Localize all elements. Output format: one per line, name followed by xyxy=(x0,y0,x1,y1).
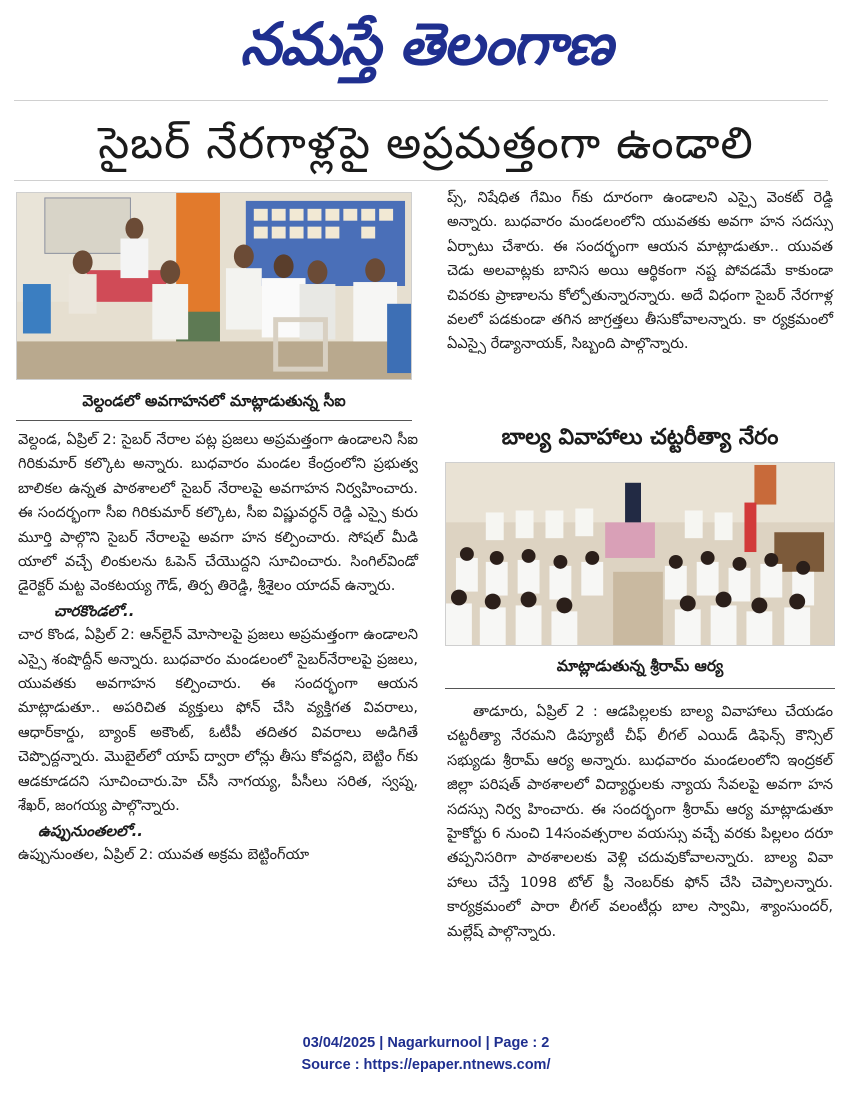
footer-dateline: 03/04/2025 | Nagarkurnool | Page : 2 xyxy=(302,1035,550,1051)
article2-paragraph: తాడూరు, ఏప్రిల్ 2 : ఆడపిల్లలకు బాల్య వివాహాలు చేయడం చట్టరీత్యా నేరమని డిప్యూటీ చీఫ్ లీగల్ ఎయిడ్ డిఫెన్స్ కౌన్సిల్ సభ్యుడు శ్రీరామ్ ఆర్య అన్నారు. బుధవారం మండలంలోని ఇంద్రకల్ జిల్లా పరిషత్ పాఠశాలలో విద్యార్థులకు న్యాయ సేవలపై అవగా హన సదస్సు నిర్వ హించారు. ఈ సందర్భంగా శ్రీరామ్ ఆర్య మాట్లాడుతూ హైకోర్టు 6 నుంచి 14సంవత్సరాల వయస్సు వచ్చే వరకు పిల్లలం దరూ తప్పనిసరిగా పాఠశాలలకు వెళ్లి చదువుకోవాలన్నారు. బాల్య వివా హాలు చేస్తే 1098 టోల్ ఫ్రీ నెంబర్‌కు ఫోన్ చేసి చెప్పాలన్నారు. కార్యక్రమంలో పారా లీగల్ వలంటీర్లు బాల స్వామి, శ్యాంసుందర్, మల్లేష్ పాల్గొన్నారు. xyxy=(447,703,833,940)
article2-body xyxy=(447,700,833,1010)
article1-photo-caption: వెల్దండలో అవగాహనలో మాట్లాడుతున్న సీఐ xyxy=(82,392,346,410)
article1-paragraph-charakonda: చార కొండ, ఏప్రిల్ 2: ఆన్‌లైన్ మోసాలపై ప్రజలు అప్రమత్తంగా ఉండాలని ఎస్సై శంషొద్దీన్ అన్నారు. బుధవారం మండలంలో సైబర్‌నేరాలపై ప్రజలు, యువతకు అవగాహన కల్పించారు. ఈ సందర్భంగా ఆయన మాట్లాడుతూ.. అపరిచిత వ్యక్తులు ఫోన్ చేసి వ్యక్తిగత వివరాలు, ఆధార్‌కార్డు, బ్యాంక్ అకౌంట్, ఓటీపీ తదితర వివరాలు అడిగితే చెప్పొద్దన్నారు. మొబైల్‌లో యాప్ ద్వారా లోన్లు తీసు కోవద్దని, బెట్టిం గ్‌కు ఆడకూడదని సూచించారు.హె చ్‌సీ నాగయ్య, పీసీలు సరిత, స్వప్న, శేఖర్, జంగయ్య పాల్గొన్నారు. xyxy=(18,626,418,815)
article1-subhead-charakonda: చారకొండలో.. xyxy=(54,601,135,620)
article1-photo xyxy=(16,192,412,380)
masthead-title: నమస్తే తెలంగాణ xyxy=(240,10,612,78)
article1-paragraph-uppununthala-start: ఉప్పునుంతల, ఏప్రిల్ 2: యువత అక్రమ బెట్టింగ్‌యా xyxy=(18,845,310,863)
article1-body-left xyxy=(18,428,418,1018)
article1-body-right xyxy=(447,186,833,414)
caption2-divider xyxy=(445,688,835,689)
footer-source-link[interactable]: Source : https://epaper.ntnews.com/ xyxy=(301,1057,551,1073)
article2-photo xyxy=(445,462,835,646)
article1-paragraph-veldanda: వెల్దండ, ఏప్రిల్ 2: సైబర్ నేరాల పట్ల ప్రజలు అప్రమత్తంగా ఉండాలని సీఐ గిరికుమార్ కల్కొట అన్నారు. బుధవారం మండల కేంద్రంలోని ప్రభుత్వ బాలికల ఉన్నత పాఠశాలలో సైబర్ నేరాలపై అవగాహన నిర్వహించారు. ఈ సందర్భంగా సీఐ గిరికుమార్ కల్కొట, సీఐ విష్ణువర్ధన్ రెడ్డి ఎస్సై కురు మూర్తి పాల్గొని సైబర్ నేరాలపై అవగా హన కల్పించారు. సోషల్ మీడి యాలో వచ్చే లింకులను ఓపెన్ చేయొద్దని సూచించారు. సింగిల్‌విండో డైరెక్టర్ మట్ట వెంకటయ్య గౌడ్, తిర్ప తిరెడ్డి, శ్రీశైలం యాదవ్ ఉన్నారు. xyxy=(18,431,418,595)
article1-subhead-uppununthala: ఉప్పునుంతలలో.. xyxy=(38,821,143,840)
newspaper-masthead xyxy=(0,4,852,84)
article1-paragraph-uppununthala-cont: ప్స్, నిషేధిత గేమిం గ్‌కు దూరంగా ఉండాలని ఎస్సై వెంకట్ రెడ్డి అన్నారు. బుధవారం మండలంలోని యువతకు అవగా హన సదస్సు ఏర్పాటు చేశారు. ఈ సందర్భంగా ఆయన మాట్లాడుతూ.. యువత చెడు అలవాట్లకు బానిస అయి ఆర్థికంగా నష్ట పోవడమే కాకుండా చివరకు ప్రాణాలను కోల్పోతున్నారన్నారు. అదే విధంగా సైబర్ నేరగాళ్ల వలలో పడకుండా తగిన జాగ్రత్తలు తీసుకోవాలన్నారు. కా ర్యక్రమంలో ఏఎస్సై రేడ్యానాయక్, సిబ్బంది పాల్గొన్నారు. xyxy=(447,189,833,353)
headline-divider xyxy=(14,180,828,181)
article2-photo-caption: మాట్లాడుతున్న శ్రీరామ్ ఆర్య xyxy=(556,657,724,675)
masthead-divider xyxy=(14,100,828,101)
page-headline: సైబర్ నేరగాళ్లపై అప్రమత్తంగా ఉండాలి xyxy=(98,118,754,169)
caption-divider xyxy=(16,420,412,421)
article2-title: బాల్య వివాహాలు చట్టరీత్యా నేరం xyxy=(501,425,779,450)
